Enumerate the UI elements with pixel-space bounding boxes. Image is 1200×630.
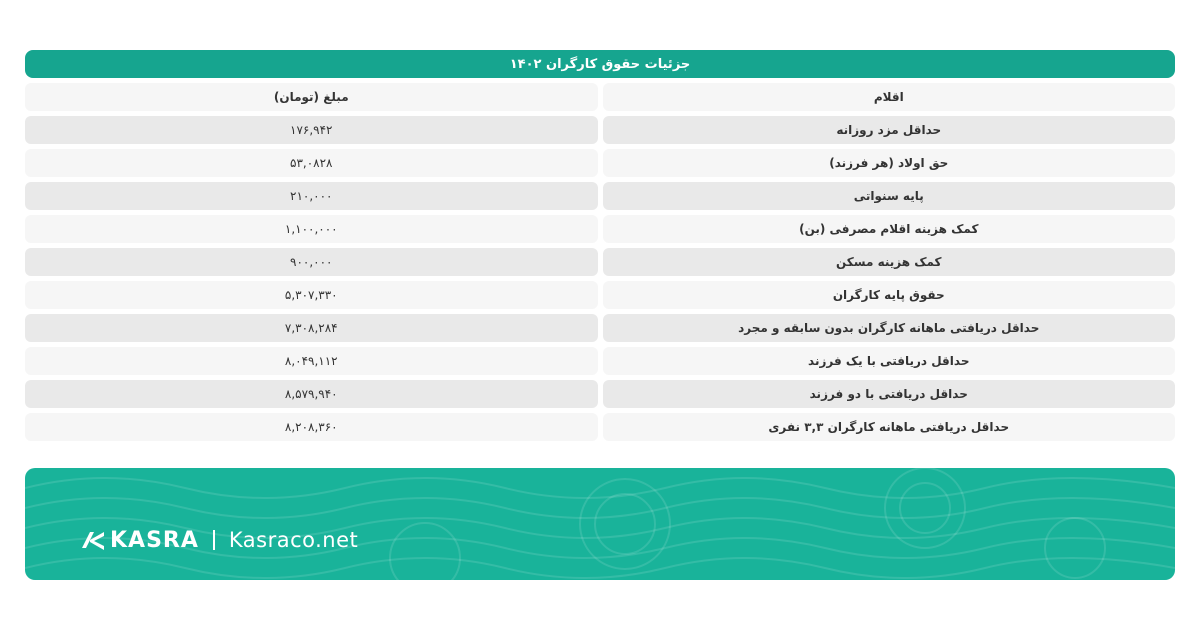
salary-table bbox=[25, 83, 1175, 441]
table-row bbox=[25, 248, 1175, 276]
table-row bbox=[25, 182, 1175, 210]
kasra-logo-icon bbox=[80, 530, 106, 550]
table-row bbox=[25, 215, 1175, 243]
footer-banner bbox=[25, 468, 1175, 580]
amount-cell: ۵,۳۰۷,۳۳۰ bbox=[25, 281, 598, 309]
table-title: جزئیات حقوق کارگران ۱۴۰۲ bbox=[25, 50, 1175, 78]
item-cell: حداقل دریافتی با دو فرزند bbox=[603, 380, 1176, 408]
brand-separator bbox=[213, 530, 215, 550]
item-cell: حداقل دریافتی ماهانه کارگران ۳,۳ نفری bbox=[603, 413, 1176, 441]
item-cell: حداقل دریافتی با یک فرزند bbox=[603, 347, 1176, 375]
item-cell: حداقل مزد روزانه bbox=[603, 116, 1176, 144]
amount-cell: ۱,۱۰۰,۰۰۰ bbox=[25, 215, 598, 243]
item-cell: کمک هزینه مسکن bbox=[603, 248, 1176, 276]
table-row bbox=[25, 413, 1175, 441]
amount-cell: ۲۱۰,۰۰۰ bbox=[25, 182, 598, 210]
item-cell: حقوق پایه کارگران bbox=[603, 281, 1176, 309]
table-row bbox=[25, 281, 1175, 309]
amount-cell: ۸,۲۰۸,۳۶۰ bbox=[25, 413, 598, 441]
table-row bbox=[25, 116, 1175, 144]
item-cell: حق اولاد (هر فرزند) bbox=[603, 149, 1176, 177]
header-amount: مبلغ (تومان) bbox=[25, 83, 598, 111]
table-header-row bbox=[25, 83, 1175, 111]
amount-cell: ۹۰۰,۰۰۰ bbox=[25, 248, 598, 276]
table-row bbox=[25, 149, 1175, 177]
item-cell: کمک هزینه اقلام مصرفی (بن) bbox=[603, 215, 1176, 243]
fingerprint-pattern bbox=[25, 468, 1175, 580]
brand-name: KASRA bbox=[110, 527, 199, 553]
item-cell: حداقل دریافتی ماهانه کارگران بدون سابقه و مجرد bbox=[603, 314, 1176, 342]
table-row bbox=[25, 347, 1175, 375]
brand bbox=[80, 526, 358, 554]
amount-cell: ۵۳,۰۸۲۸ bbox=[25, 149, 598, 177]
amount-cell: ۷,۳۰۸,۲۸۴ bbox=[25, 314, 598, 342]
table-row bbox=[25, 314, 1175, 342]
header-item: اقلام bbox=[603, 83, 1176, 111]
item-cell: پایه سنواتی bbox=[603, 182, 1176, 210]
table-row bbox=[25, 380, 1175, 408]
amount-cell: ۸,۰۴۹,۱۱۲ bbox=[25, 347, 598, 375]
website-link[interactable]: Kasraco.net bbox=[228, 528, 359, 552]
amount-cell: ۸,۵۷۹,۹۴۰ bbox=[25, 380, 598, 408]
amount-cell: ۱۷۶,۹۴۲ bbox=[25, 116, 598, 144]
